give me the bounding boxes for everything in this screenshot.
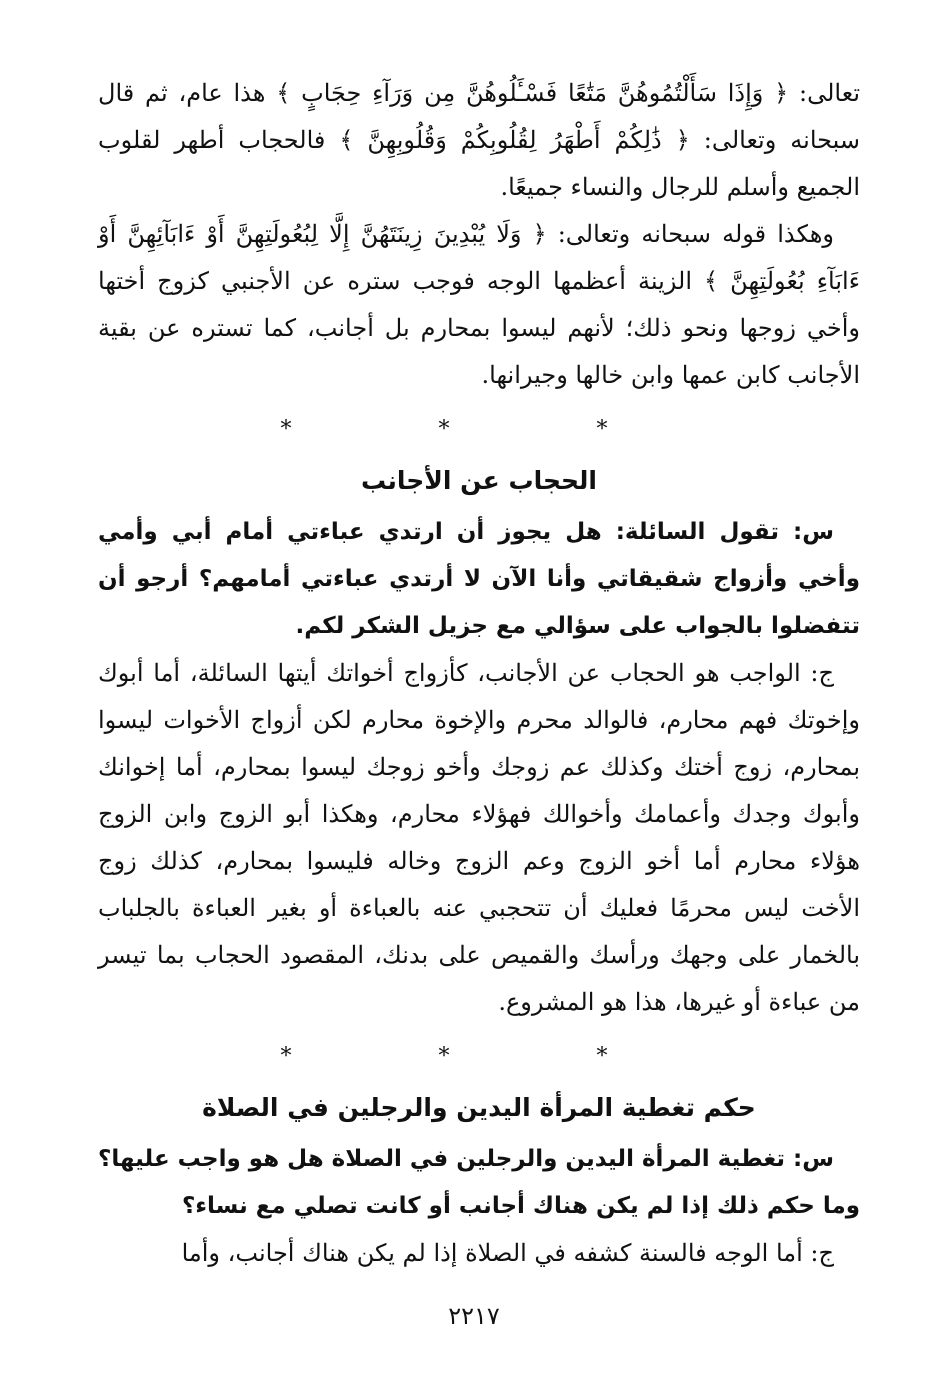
question-prayer: س: تغطية المرأة اليدين والرجلين في الصلاة هل هو واجب عليها؟ وما حكم ذلك إذا لم يكن هناك أجانب أو كانت تصلي مع نساء؟ <box>98 1146 860 1219</box>
answer-prayer: ج: أما الوجه فالسنة كشفه في الصلاة إذا لم يكن هناك أجانب، وأما <box>181 1239 834 1267</box>
page-content <box>98 70 860 1277</box>
section-title-hijab: الحجاب عن الأجانب <box>361 466 597 495</box>
paragraph-zeenah: وهكذا قوله سبحانه وتعالى: ﴿ وَلَا يُبْدِينَ زِينَتَهُنَّ إِلَّا لِبُعُولَتِهِنَّ أَوْ ءَابَآئِهِنَّ أَوْ ءَابَآءِ بُعُولَتِهِنَّ ﴾ الزينة أعظمها الوجه فوجب ستره عن الأجنبي كزوج أختها وأخي زوجها ونحو ذلك؛ لأنهم ليسوا بمحارم بل أجانب، كما تستره عن بقية الأجانب كابن عمها وابن خالها وجيرانها. <box>98 220 860 389</box>
question-hijab: س: تقول السائلة: هل يجوز أن ارتدي عباءتي أمام أبي وأمي وأخي وأزواج شقيقاتي وأنا الآن لا أرتدي عباءتي أمامهم؟ أرجو أن تتفضلوا بالجواب على سؤالي مع جزيل الشكر لكم. <box>98 519 860 639</box>
separator-stars: * * * <box>280 417 678 442</box>
answer-hijab: ج: الواجب هو الحجاب عن الأجانب، كأزواج أخواتك أيتها السائلة، أما أبوك وإخوتك فهم محارم، فالوالد محرم والإخوة محارم لكن أزواج الأخوات ليسوا بمحارم، زوج أختك وكذلك عم زوجك وأخو زوجك ليسوا بمحارم، أما إخوانك وأبوك وجدك وأعمامك وأخوالك فهؤلاء محارم، وهكذا أبو الزوج وابن الزوج هؤلاء محارم أما أخو الزوج وعم الزوج وخاله فليسوا بمحارم، كذلك زوج الأخت ليس محرمًا فعليك أن تتحجبي عنه بالعباءة أو بغير العباءة بالجلباب بالخمار على وجهك ورأسك والقميص على بدنك، المقصود الحجاب بما تيسر من عباءة أو غيرها، هذا هو المشروع. <box>98 659 860 1016</box>
page-number: ٢٢١٧ <box>448 1302 500 1330</box>
paragraph-quran-hijab: تعالى: ﴿ وَإِذَا سَأَلْتُمُوهُنَّ مَتَٰعًا فَسْـَٔلُوهُنَّ مِن وَرَآءِ حِجَابٍ ﴾ هذا عام، ثم قال سبحانه وتعالى: ﴿ ذَٰلِكُمْ أَطْهَرُ لِقُلُوبِكُمْ وَقُلُوبِهِنَّ ﴾ فالحجاب أطهر لقلوب الجميع وأسلم للرجال والنساء جميعًا. <box>98 79 860 201</box>
section-title-prayer: حكم تغطية المرأة اليدين والرجلين في الصلاة <box>202 1093 756 1122</box>
separator-stars: * * * <box>280 1044 678 1069</box>
